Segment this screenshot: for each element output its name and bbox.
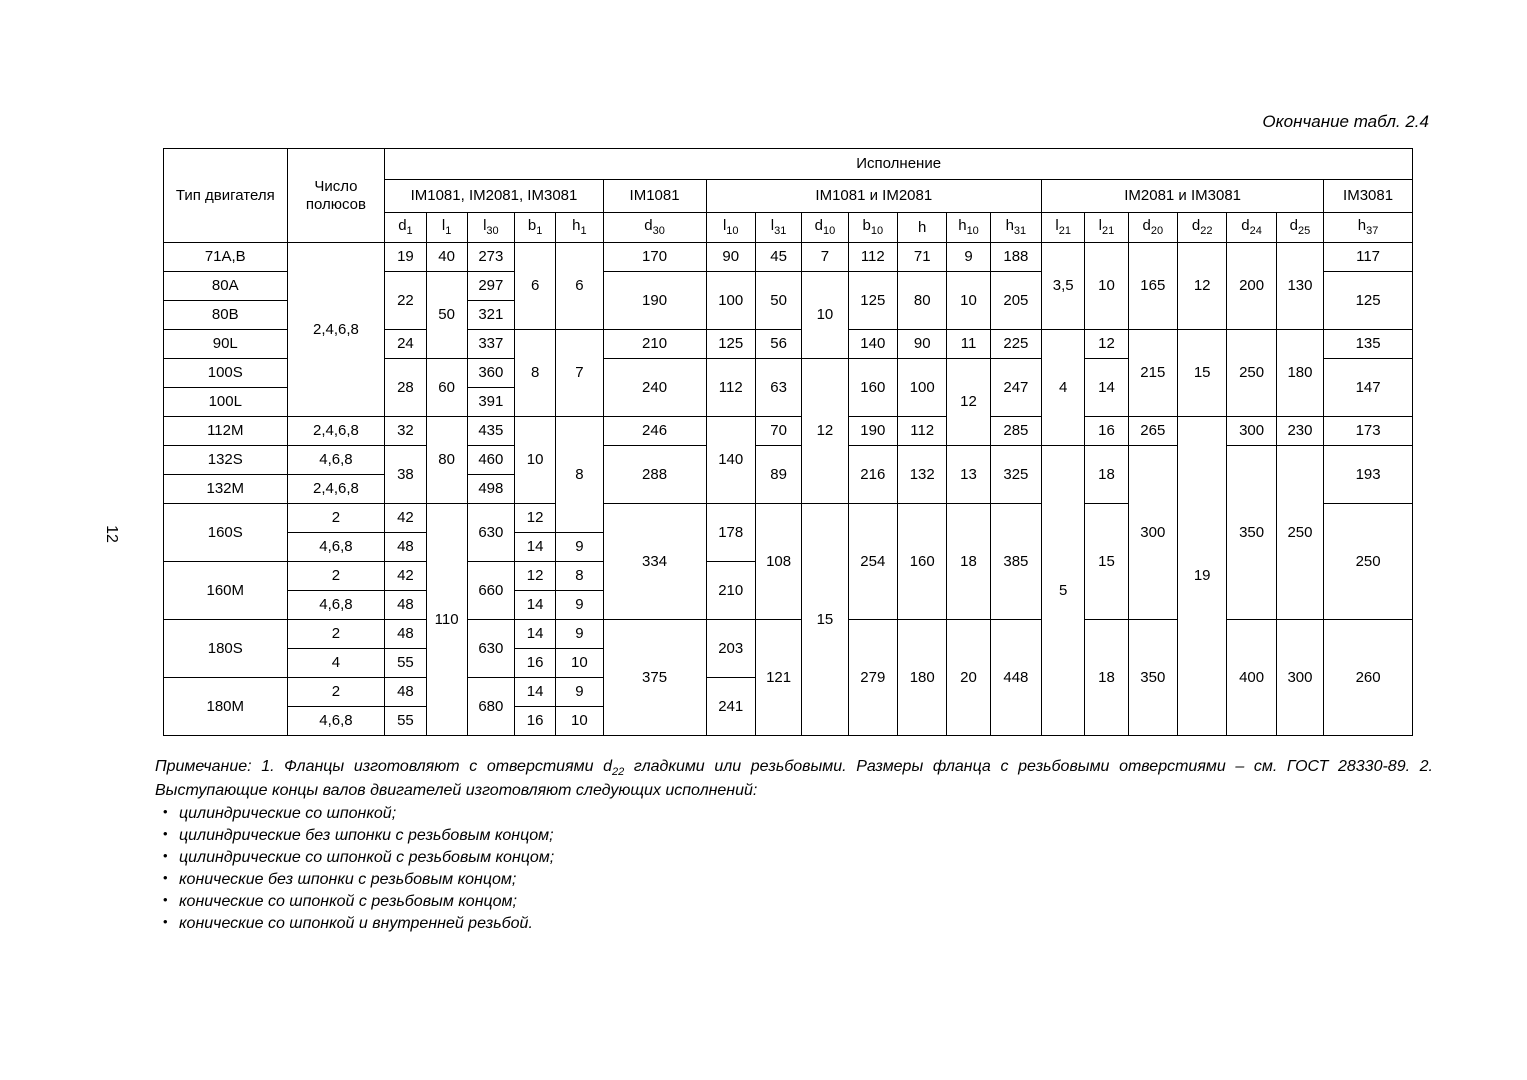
table-cell: 288 bbox=[603, 446, 706, 504]
header-dimension: h bbox=[898, 213, 947, 243]
table-cell: 215 bbox=[1128, 330, 1177, 417]
table-cell: 12 bbox=[1177, 243, 1226, 330]
table-cell: 71 bbox=[898, 243, 947, 272]
table-cell: 660 bbox=[467, 562, 514, 620]
table-cell: 14 bbox=[515, 533, 556, 562]
table-cell: 18 bbox=[947, 504, 990, 620]
table-cell: 12 bbox=[802, 359, 848, 504]
table-cell: 285 bbox=[990, 417, 1041, 446]
table-cell: 321 bbox=[467, 301, 514, 330]
header-mount-group: IM3081 bbox=[1324, 180, 1413, 213]
table-cell: 247 bbox=[990, 359, 1041, 417]
table-cell: 125 bbox=[1324, 272, 1413, 330]
bullet-icon: • bbox=[163, 803, 168, 819]
table-cell: 90 bbox=[706, 243, 755, 272]
table-cell: 448 bbox=[990, 620, 1041, 736]
table-cell: 42 bbox=[385, 562, 426, 591]
table-cell: 216 bbox=[848, 446, 897, 504]
header-mount-group: IM1081, IM2081, IM3081 bbox=[385, 180, 603, 213]
table-cell: 4 bbox=[1042, 330, 1085, 446]
table-cell: 160 bbox=[848, 359, 897, 417]
table-cell: 9 bbox=[556, 533, 603, 562]
table-cell: 14 bbox=[1085, 359, 1128, 417]
table-cell: 112 bbox=[848, 243, 897, 272]
table-cell: 7 bbox=[802, 243, 848, 272]
table-continuation-caption: Окончание табл. 2.4 bbox=[1262, 112, 1429, 131]
shaft-end-list bbox=[161, 803, 1433, 935]
bullet-icon: • bbox=[163, 892, 168, 908]
table-cell: 2 bbox=[287, 678, 385, 707]
table-cell: 140 bbox=[848, 330, 897, 359]
table-cell: 12 bbox=[515, 562, 556, 591]
table-cell: 112 bbox=[706, 359, 755, 417]
table-cell: 48 bbox=[385, 678, 426, 707]
table-cell: 125 bbox=[706, 330, 755, 359]
table-cell: 160М bbox=[164, 562, 288, 620]
table-cell: 2 bbox=[287, 562, 385, 591]
table-cell: 60 bbox=[426, 359, 467, 417]
table-cell: 225 bbox=[990, 330, 1041, 359]
table-cell: 132М bbox=[164, 475, 288, 504]
table-cell: 210 bbox=[603, 330, 706, 359]
table-cell: 391 bbox=[467, 388, 514, 417]
table-cell: 100L bbox=[164, 388, 288, 417]
table-cell: 240 bbox=[603, 359, 706, 417]
table-cell: 14 bbox=[515, 591, 556, 620]
table-cell: 147 bbox=[1324, 359, 1413, 417]
table-cell: 100 bbox=[706, 272, 755, 330]
table-cell: 279 bbox=[848, 620, 897, 736]
header-dimension: $l_{21}$ bbox=[1042, 213, 1085, 243]
table-cell: 112 bbox=[898, 417, 947, 446]
table-cell: 19 bbox=[385, 243, 426, 272]
table-cell: 42 bbox=[385, 504, 426, 533]
table-cell: 435 bbox=[467, 417, 514, 446]
table-cell: 4,6,8 bbox=[287, 446, 385, 475]
header-dimension: $b_{10}$ bbox=[848, 213, 897, 243]
table-cell: 10 bbox=[1085, 243, 1128, 330]
header-dimension: $h_1$ bbox=[556, 213, 603, 243]
header-dimension: $l_{21}$ bbox=[1085, 213, 1128, 243]
table-cell: 100 bbox=[898, 359, 947, 417]
table-cell: 190 bbox=[848, 417, 897, 446]
table-cell: 205 bbox=[990, 272, 1041, 330]
table-cell: 80В bbox=[164, 301, 288, 330]
table-cell: 10 bbox=[515, 417, 556, 504]
table-row bbox=[164, 243, 1413, 272]
table-cell: 22 bbox=[385, 272, 426, 330]
table-cell: 180М bbox=[164, 678, 288, 736]
header-dimension: $b_1$ bbox=[515, 213, 556, 243]
table-cell: 8 bbox=[515, 330, 556, 417]
list-item: • цилиндрические со шпонкой; bbox=[163, 803, 397, 822]
note-paragraph: Примечание: 1. Фланцы изготовляют с отверстиями $d_{22}$ гладкими или резьбовыми. Размеры фланца с резьбовыми отверстиями – см. ГОСТ 28330-89. 2. Выступающие концы валов двигателей изготовляют следующих исполнений: bbox=[155, 758, 1434, 799]
table-cell: 246 bbox=[603, 417, 706, 446]
table-cell: 200 bbox=[1227, 243, 1276, 330]
table-cell: 121 bbox=[755, 620, 801, 736]
table-cell: 112М bbox=[164, 417, 288, 446]
table-cell: 350 bbox=[1128, 620, 1177, 736]
header-mount-group: IM2081 и IM3081 bbox=[1042, 180, 1324, 213]
table-cell: 9 bbox=[556, 678, 603, 707]
table-cell: 56 bbox=[755, 330, 801, 359]
table-cell: 71А,В bbox=[164, 243, 288, 272]
table-cell: 5 bbox=[1042, 446, 1085, 736]
table-cell: 90L bbox=[164, 330, 288, 359]
header-dimension: $d_{22}$ bbox=[1177, 213, 1226, 243]
table-cell: 300 bbox=[1128, 446, 1177, 620]
header-dimension: $h_{31}$ bbox=[990, 213, 1041, 243]
table-cell: 460 bbox=[467, 446, 514, 475]
header-dimension: $l_{10}$ bbox=[706, 213, 755, 243]
table-cell: 14 bbox=[515, 678, 556, 707]
table-cell: 334 bbox=[603, 504, 706, 620]
table-cell: 188 bbox=[990, 243, 1041, 272]
table-cell: 135 bbox=[1324, 330, 1413, 359]
table-cell: 273 bbox=[467, 243, 514, 272]
table-cell: 210 bbox=[706, 562, 755, 620]
table-cell: 170 bbox=[603, 243, 706, 272]
header-dimension: $l_{31}$ bbox=[755, 213, 801, 243]
table-cell: 10 bbox=[556, 707, 603, 736]
table-cell: 300 bbox=[1227, 417, 1276, 446]
table-cell: 16 bbox=[1085, 417, 1128, 446]
table-cell: 2 bbox=[287, 504, 385, 533]
table-cell: 7 bbox=[556, 330, 603, 417]
table-cell: 4,6,8 bbox=[287, 591, 385, 620]
table-cell: 28 bbox=[385, 359, 426, 417]
bullet-icon: • bbox=[163, 848, 168, 864]
table-cell: 2,4,6,8 bbox=[287, 417, 385, 446]
table-cell: 4,6,8 bbox=[287, 533, 385, 562]
table-cell: 15 bbox=[1177, 330, 1226, 417]
table-cell: 20 bbox=[947, 620, 990, 736]
header-dimension: $l_{30}$ bbox=[467, 213, 514, 243]
table-cell: 9 bbox=[556, 620, 603, 649]
table-cell: 260 bbox=[1324, 620, 1413, 736]
bullet-icon: • bbox=[163, 825, 168, 841]
header-dimension: $d_{24}$ bbox=[1227, 213, 1276, 243]
table-cell: 360 bbox=[467, 359, 514, 388]
header-dimension: $h_{37}$ bbox=[1324, 213, 1413, 243]
list-item: • конические без шпонки с резьбовым концом; bbox=[163, 870, 517, 889]
table-cell: 13 bbox=[947, 446, 990, 504]
table-cell: 125 bbox=[848, 272, 897, 330]
table-cell: 498 bbox=[467, 475, 514, 504]
table-cell: 110 bbox=[426, 504, 467, 736]
table-cell: 180 bbox=[1276, 330, 1323, 417]
table-cell: 375 bbox=[603, 620, 706, 736]
header-ispolnenie: Исполнение bbox=[385, 149, 1413, 180]
header-dimension: $d_1$ bbox=[385, 213, 426, 243]
table-cell: 680 bbox=[467, 678, 514, 736]
header-mount-group: IM1081 и IM2081 bbox=[706, 180, 1042, 213]
header-pole-count: Число полюсов bbox=[287, 149, 385, 243]
header-dimension: $l_1$ bbox=[426, 213, 467, 243]
header-dimension: $d_{10}$ bbox=[802, 213, 848, 243]
table-cell: 16 bbox=[515, 649, 556, 678]
table-cell: 337 bbox=[467, 330, 514, 359]
header-dimension: $d_{25}$ bbox=[1276, 213, 1323, 243]
table-cell: 3,5 bbox=[1042, 243, 1085, 330]
bullet-icon: • bbox=[163, 914, 168, 930]
table-cell: 6 bbox=[556, 243, 603, 330]
table-cell: 132S bbox=[164, 446, 288, 475]
table-cell: 19 bbox=[1177, 417, 1226, 736]
table-cell: 180S bbox=[164, 620, 288, 678]
header-motor-type: Тип двигателя bbox=[164, 149, 288, 243]
d22-subscript: 22 bbox=[612, 766, 625, 779]
table-cell: 250 bbox=[1227, 330, 1276, 417]
table-cell: 630 bbox=[467, 504, 514, 562]
table-cell: 140 bbox=[706, 417, 755, 504]
table-cell: 180 bbox=[898, 620, 947, 736]
list-item: • конические со шпонкой с резьбовым концом; bbox=[163, 892, 517, 911]
table-cell: 2,4,6,8 bbox=[287, 475, 385, 504]
table-cell: 203 bbox=[706, 620, 755, 678]
table-cell: 250 bbox=[1324, 504, 1413, 620]
table-cell: 18 bbox=[1085, 620, 1128, 736]
table-cell: 16 bbox=[515, 707, 556, 736]
table-cell: 130 bbox=[1276, 243, 1323, 330]
bullet-icon: • bbox=[163, 870, 168, 886]
table-cell: 32 bbox=[385, 417, 426, 446]
table-cell: 4,6,8 bbox=[287, 707, 385, 736]
table-cell: 70 bbox=[755, 417, 801, 446]
table-cell: 297 bbox=[467, 272, 514, 301]
table-cell: 165 bbox=[1128, 243, 1177, 330]
table-cell: 100S bbox=[164, 359, 288, 388]
header-dimension: $d_{30}$ bbox=[603, 213, 706, 243]
list-item: • цилиндрические со шпонкой с резьбовым концом; bbox=[163, 848, 555, 867]
table-cell: 265 bbox=[1128, 417, 1177, 446]
table-cell: 80А bbox=[164, 272, 288, 301]
table-cell: 300 bbox=[1276, 620, 1323, 736]
table-cell: 55 bbox=[385, 707, 426, 736]
table-cell: 193 bbox=[1324, 446, 1413, 504]
table-cell: 89 bbox=[755, 446, 801, 504]
table-cell: 117 bbox=[1324, 243, 1413, 272]
table-cell: 190 bbox=[603, 272, 706, 330]
table-cell: 325 bbox=[990, 446, 1041, 504]
table-cell: 108 bbox=[755, 504, 801, 620]
table-cell: 18 bbox=[1085, 446, 1128, 504]
table-cell: 230 bbox=[1276, 417, 1323, 446]
table-cell: 178 bbox=[706, 504, 755, 562]
table-cell: 630 bbox=[467, 620, 514, 678]
table-cell: 4 bbox=[287, 649, 385, 678]
table-cell: 2 bbox=[287, 620, 385, 649]
table-cell: 80 bbox=[426, 417, 467, 504]
table-cell: 9 bbox=[556, 591, 603, 620]
table-cell: 12 bbox=[515, 504, 556, 533]
table-cell: 15 bbox=[802, 504, 848, 736]
table-cell: 48 bbox=[385, 533, 426, 562]
notes-block bbox=[155, 756, 1433, 935]
table-cell: 8 bbox=[556, 417, 603, 533]
table-cell: 350 bbox=[1227, 446, 1276, 620]
table-cell: 250 bbox=[1276, 446, 1323, 620]
table-cell: 160 bbox=[898, 504, 947, 620]
table-cell: 10 bbox=[802, 272, 848, 359]
table-cell: 63 bbox=[755, 359, 801, 417]
table-cell: 10 bbox=[556, 649, 603, 678]
table-cell: 80 bbox=[898, 272, 947, 330]
table-cell: 400 bbox=[1227, 620, 1276, 736]
header-mount-group: IM1081 bbox=[603, 180, 706, 213]
table-cell: 12 bbox=[1085, 330, 1128, 359]
table-cell: 132 bbox=[898, 446, 947, 504]
table-cell: 15 bbox=[1085, 504, 1128, 620]
table-cell: 254 bbox=[848, 504, 897, 620]
table-cell: 24 bbox=[385, 330, 426, 359]
table-cell: 11 bbox=[947, 330, 990, 359]
table-cell: 9 bbox=[947, 243, 990, 272]
table-row bbox=[164, 417, 1413, 446]
table-cell: 48 bbox=[385, 620, 426, 649]
table-cell: 385 bbox=[990, 504, 1041, 620]
table-cell: 48 bbox=[385, 591, 426, 620]
table-cell: 2,4,6,8 bbox=[287, 243, 385, 417]
table-cell: 45 bbox=[755, 243, 801, 272]
table-cell: 90 bbox=[898, 330, 947, 359]
table-cell: 50 bbox=[755, 272, 801, 330]
table-cell: 6 bbox=[515, 243, 556, 330]
header-dimension: $h_{10}$ bbox=[947, 213, 990, 243]
list-item: • конические со шпонкой и внутренней резьбой. bbox=[163, 914, 533, 933]
table-cell: 241 bbox=[706, 678, 755, 736]
table-cell: 50 bbox=[426, 272, 467, 359]
table-cell: 55 bbox=[385, 649, 426, 678]
table-cell: 160S bbox=[164, 504, 288, 562]
table-cell: 14 bbox=[515, 620, 556, 649]
table-cell: 12 bbox=[947, 359, 990, 446]
table-cell: 40 bbox=[426, 243, 467, 272]
table-cell: 10 bbox=[947, 272, 990, 330]
table-cell: 38 bbox=[385, 446, 426, 504]
list-item: • цилиндрические без шпонки с резьбовым концом; bbox=[163, 825, 554, 844]
table-cell: 173 bbox=[1324, 417, 1413, 446]
header-dimension: $d_{20}$ bbox=[1128, 213, 1177, 243]
dimensions-table bbox=[163, 148, 1413, 736]
table-cell: 8 bbox=[556, 562, 603, 591]
page-number: 12 bbox=[102, 525, 120, 543]
